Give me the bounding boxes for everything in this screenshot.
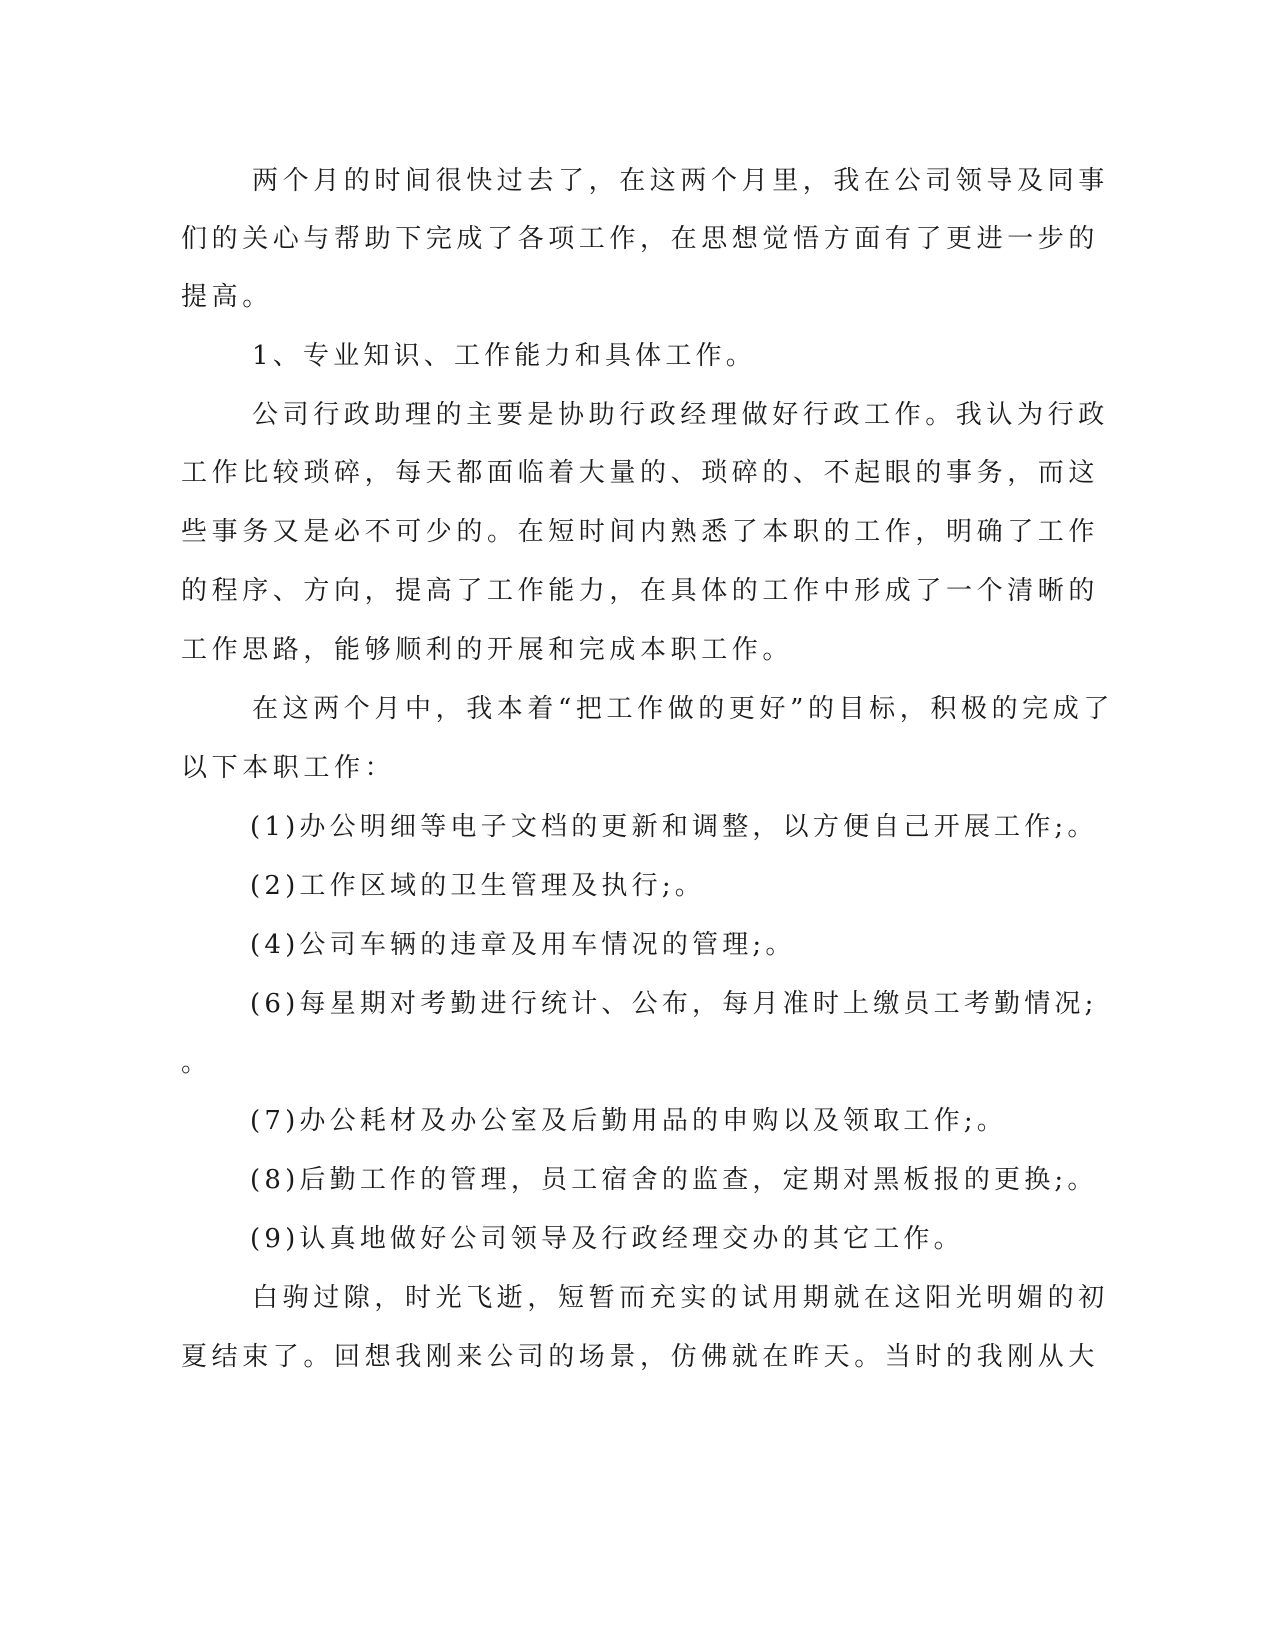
section-heading: 1、专业知识、工作能力和具体工作。 [252, 341, 756, 371]
paragraph-intro-line-1: 两个月的时间很快过去了，在这两个月里，我在公司领导及同事 [252, 166, 1109, 196]
paragraph-duties-line-1: 公司行政助理的主要是协助行政经理做好行政工作。我认为行政 [252, 400, 1109, 430]
paragraph-duties-line-2: 工作比较琐碎，每天都面临着大量的、琐碎的、不起眼的事务，而这 [181, 458, 1100, 488]
paragraph-intro-line-2: 们的关心与帮助下完成了各项工作，在思想觉悟方面有了更进一步的 [181, 224, 1100, 254]
paragraph-intro-line-3: 提高。 [181, 282, 273, 312]
paragraph-reflection-line-1: 白驹过隙，时光飞逝，短暂而充实的试用期就在这阳光明媚的初 [252, 1283, 1109, 1313]
paragraph-duties-line-3: 些事务又是必不可少的。在短时间内熟悉了本职的工作，明确了工作 [181, 517, 1100, 547]
paragraph-goal-line-1: 在这两个月中，我本着“把工作做的更好”的目标，积极的完成了 [252, 694, 1114, 724]
list-item-8: (8)后勤工作的管理，员工宿舍的监查，定期对黑板报的更换;。 [250, 1165, 1098, 1195]
list-item-7: (7)办公耗材及办公室及后勤用品的申购以及领取工作;。 [250, 1106, 1007, 1136]
list-item-4: (4)公司车辆的违章及用车情况的管理;。 [250, 930, 796, 960]
list-item-6-line-1: (6)每星期对考勤进行统计、公布，每月准时上缴员工考勤情况; [250, 989, 1098, 1019]
paragraph-duties-line-5: 工作思路，能够顺利的开展和完成本职工作。 [181, 635, 794, 665]
list-item-1: (1)办公明细等电子文档的更新和调整，以方便自己开展工作;。 [250, 812, 1098, 842]
paragraph-reflection-line-2: 夏结束了。回想我刚来公司的场景，仿佛就在昨天。当时的我刚从大 [181, 1342, 1100, 1372]
list-item-9: (9)认真地做好公司领导及行政经理交办的其它工作。 [250, 1224, 964, 1254]
paragraph-duties-line-4: 的程序、方向，提高了工作能力，在具体的工作中形成了一个清晰的 [181, 576, 1100, 606]
paragraph-goal-line-2: 以下本职工作： [181, 753, 396, 783]
list-item-2: (2)工作区域的卫生管理及执行;。 [250, 871, 705, 901]
list-item-6-line-2: 。 [181, 1048, 212, 1078]
